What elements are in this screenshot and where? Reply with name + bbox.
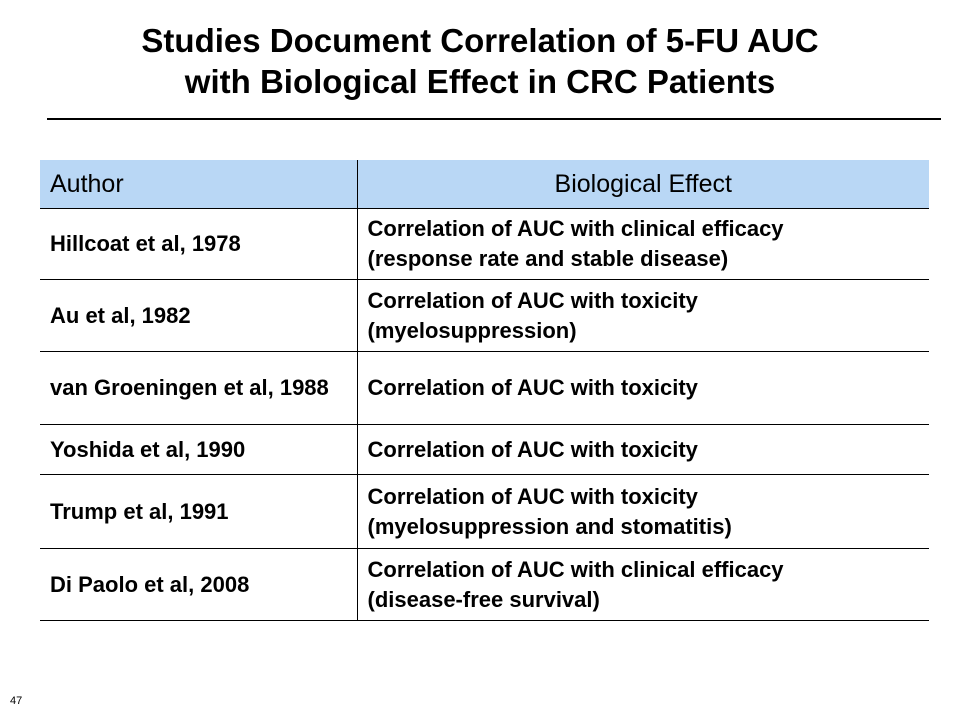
table-header-row [40, 160, 929, 209]
effect-detail: (disease-free survival) [367, 586, 600, 612]
effect-detail: (myelosuppression and stomatitis) [367, 513, 732, 539]
page-number: 47 [10, 695, 23, 707]
effect-cell [357, 549, 929, 621]
effect-cell [357, 425, 929, 475]
effect-line: Correlation of AUC with toxicity [367, 287, 698, 313]
effect-line: Correlation of AUC with toxicity [367, 375, 698, 400]
effect-detail: (myelosuppression) [367, 317, 577, 343]
slide-title [0, 20, 960, 102]
slide-title-line-1: Studies Document Correlation of 5-FU AUC [141, 22, 819, 59]
studies-table [40, 160, 929, 621]
effect-line: Correlation of AUC with toxicity [367, 436, 698, 462]
table-row [40, 209, 929, 280]
table-row [40, 352, 929, 425]
author-cell: Trump et al, 1991 [40, 475, 357, 549]
effect-line: Correlation of AUC with clinical efficacy [367, 216, 784, 241]
author-cell: Yoshida et al, 1990 [40, 425, 357, 475]
author-cell: Di Paolo et al, 2008 [40, 549, 357, 621]
table-row [40, 425, 929, 475]
slide-title-line-2: with Biological Effect in CRC Patients [184, 63, 776, 100]
author-cell: Hillcoat et al, 1978 [40, 209, 357, 280]
effect-line: Correlation of AUC with toxicity [367, 483, 698, 509]
effect-cell [357, 209, 929, 280]
effect-cell [357, 475, 929, 549]
header-author: Author [40, 160, 357, 209]
header-biological-effect: Biological Effect [357, 160, 929, 209]
effect-line: Correlation of AUC with clinical efficacy [367, 556, 784, 582]
author-cell: van Groeningen et al, 1988 [40, 352, 357, 425]
effect-cell [357, 352, 929, 425]
table-row [40, 475, 929, 549]
title-divider [47, 118, 941, 120]
table-row [40, 549, 929, 621]
effect-detail: (response rate and stable disease) [367, 246, 729, 271]
table-row [40, 280, 929, 352]
effect-cell [357, 280, 929, 352]
author-cell: Au et al, 1982 [40, 280, 357, 352]
